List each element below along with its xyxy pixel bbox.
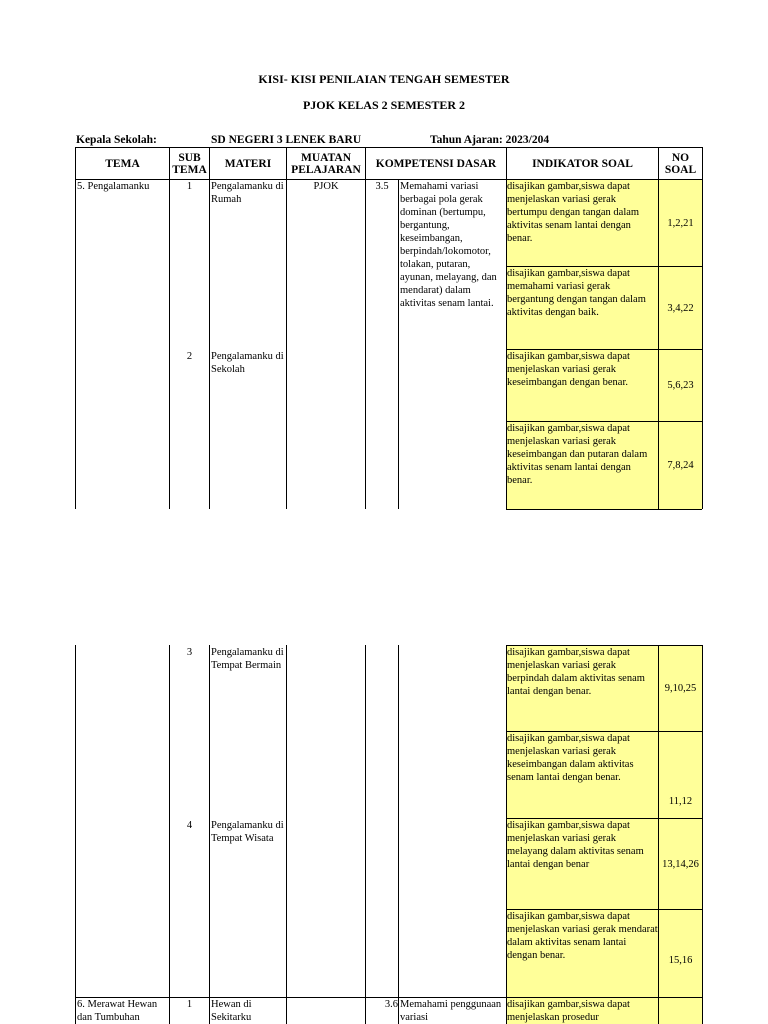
header-muatan: MUATAN PELAJARAN bbox=[291, 151, 361, 176]
subtema-no: 1 bbox=[186, 181, 193, 192]
materi-cell: Pengalamanku di Tempat Wisata bbox=[211, 820, 284, 844]
tema-cell: 6. Merawat Hewan dan Tumbuhan bbox=[77, 999, 158, 1023]
materi-cell: Pengalamanku di Tempat Bermain bbox=[211, 647, 284, 671]
indikator-cell: disajikan gambar,siswa dapat menjelaskan variasi gerak keseimbangan dengan benar. bbox=[507, 351, 630, 388]
kd-text: Memahami penggunaan variasi bbox=[400, 999, 502, 1023]
header-subtema: SUB TEMA bbox=[172, 151, 207, 176]
nosoal-cell: 13,14,26 bbox=[662, 858, 699, 870]
tema-cell: 5. Pengalamanku bbox=[77, 181, 150, 192]
indikator-cell: disajikan gambar,siswa dapat menjelaskan variasi gerak keseimbangan dan putaran dalam aktivitas senam lantai dengan benar. bbox=[507, 423, 648, 486]
header-kompetensi: KOMPETENSI DASAR bbox=[375, 157, 497, 170]
header-nosoal: NO SOAL bbox=[664, 151, 697, 176]
header-indikator: INDIKATOR SOAL bbox=[532, 157, 633, 170]
nosoal-cell: 11,12 bbox=[668, 796, 693, 807]
kd-number: 3.5 bbox=[375, 181, 389, 192]
materi-cell: Hewan di Sekitarku bbox=[211, 999, 252, 1023]
school-name: SD NEGERI 3 LENEK BARU bbox=[211, 134, 362, 146]
document-subtitle: PJOK KELAS 2 SEMESTER 2 bbox=[302, 98, 466, 112]
header-tema: TEMA bbox=[105, 157, 140, 170]
document-title: KISI- KISI PENILAIAN TENGAH SEMESTER bbox=[258, 72, 510, 86]
indikator-cell: disajikan gambar,siswa dapat menjelaskan prosedur bbox=[507, 999, 630, 1023]
indikator-cell: disajikan gambar,siswa dapat menjelaskan variasi gerak keseimbangan dalam aktivitas senam lantai dengan benar. bbox=[507, 733, 634, 783]
kd-text: Memahami variasi berbagai pola gerak dominan (bertumpu, bergantung, keseimbangan, berpindah/lokomotor, tolakan, putaran, ayunan, melayang, dan mendarat) dalam aktivitas senam lantai. bbox=[400, 181, 497, 309]
indikator-cell: disajikan gambar,siswa dapat menjelaskan variasi gerak bertumpu dengan tangan dalam aktivitas senam lantai dengan benar. bbox=[507, 181, 640, 244]
indikator-cell: disajikan gambar,siswa dapat menjelaskan variasi gerak berpindah dalam aktivitas senam lantai dengan benar. bbox=[507, 647, 645, 697]
nosoal-cell: 9,10,25 bbox=[664, 683, 697, 694]
nosoal-cell: 15,16 bbox=[668, 955, 693, 966]
kd-number: 3.6 bbox=[384, 999, 398, 1010]
subtema-no: 1 bbox=[186, 999, 193, 1010]
header-materi: MATERI bbox=[224, 157, 272, 170]
materi-cell: Pengalamanku di Rumah bbox=[211, 181, 284, 205]
muatan-cell: PJOK bbox=[313, 181, 339, 192]
nosoal-cell: 5,6,23 bbox=[667, 380, 694, 391]
indikator-cell: disajikan gambar,siswa dapat menjelaskan variasi gerak mendarat dalam aktivitas senam lantai dengan benar. bbox=[507, 911, 658, 961]
nosoal-cell: 3,4,22 bbox=[667, 302, 694, 314]
indikator-cell: disajikan gambar,siswa dapat memahami variasi gerak bergantung dengan tangan dalam aktivitas dengan baik. bbox=[507, 268, 646, 318]
nosoal-cell: 1,2,21 bbox=[667, 217, 694, 229]
subtema-no: 4 bbox=[186, 820, 193, 831]
tahun-ajaran: Tahun Ajaran: 2023/204 bbox=[430, 134, 550, 146]
nosoal-cell: 7,8,24 bbox=[667, 460, 694, 471]
subtema-no: 3 bbox=[186, 647, 193, 658]
kepala-sekolah-label: Kepala Sekolah: bbox=[76, 134, 157, 146]
materi-cell: Pengalamanku di Sekolah bbox=[211, 351, 284, 375]
indikator-cell: disajikan gambar,siswa dapat menjelaskan variasi gerak melayang dalam aktivitas senam lantai dengan benar bbox=[507, 820, 644, 870]
subtema-no: 2 bbox=[186, 351, 193, 362]
